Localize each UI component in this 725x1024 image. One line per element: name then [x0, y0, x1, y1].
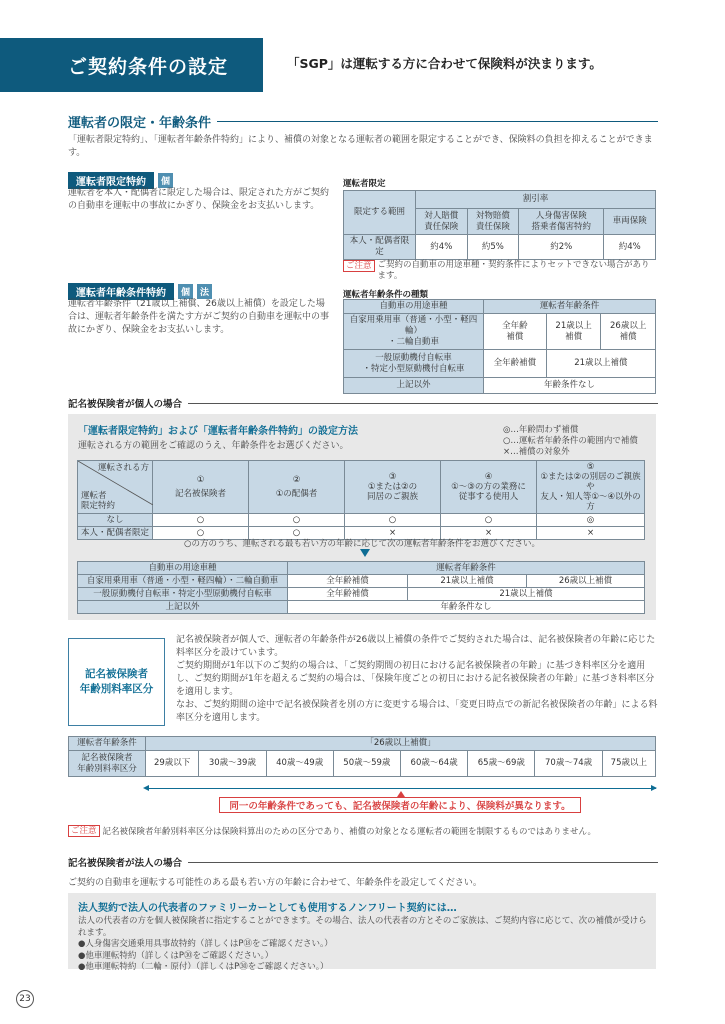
setting-method-title: 「運転者限定特約」および「運転者年齢条件特約」の設定方法: [78, 426, 358, 437]
table-cell: 21歳以上 補償: [546, 314, 601, 350]
row-label: 上記以外: [78, 601, 288, 614]
age-bracket-cell: 30歳～39歳: [199, 751, 266, 777]
table-cell: 21歳以上補償: [546, 350, 655, 378]
table-cell: ○: [249, 527, 345, 540]
row-label: 本人・配偶者限定: [78, 527, 153, 540]
limit-discount-table: [343, 190, 656, 260]
legend-item: ○…運転者年齢条件の範囲内で補償: [503, 436, 638, 446]
age-bracket-cell: 29歳以下: [146, 751, 199, 777]
table-row: [69, 751, 656, 777]
table-row: [78, 514, 645, 527]
age-bracket-cell: 40歳～49歳: [266, 751, 333, 777]
legend-item: ×…補償の対象外: [503, 447, 570, 457]
table-cell: 26歳以上補償: [527, 575, 645, 588]
table-cell: ○: [249, 514, 345, 527]
age-bracket-cell: 60歳～64歳: [400, 751, 467, 777]
table-cell: 全年齢補償: [484, 350, 547, 378]
column-label: ①～③の方の業務に 従事する使用人: [451, 482, 526, 502]
arrow-right-icon: [651, 785, 657, 791]
limit-range-header: 限定する範囲: [344, 191, 416, 235]
heading-rule: [188, 403, 658, 404]
row-label: 自家用乗用車（普通・小型・軽四輪）・二輪自動車: [78, 575, 288, 588]
table-cell: 21歳以上補償: [408, 575, 527, 588]
table-cell: 全年齢補償: [288, 588, 408, 601]
age-rate-label-box: 記名被保険者 年齢別料率区分: [68, 638, 165, 726]
column-header: 自動車の用途車種: [344, 300, 484, 314]
page-title: ご契約条件の設定: [0, 38, 263, 92]
age-bracket-cell: 50歳～59歳: [333, 751, 400, 777]
age-rate-description: [176, 634, 658, 725]
column-number: ①: [196, 475, 205, 485]
age-bracket-cell: 70歳～74歳: [535, 751, 602, 777]
age-rate-paragraph: ご契約期間が1年以下のご契約の場合は、「ご契約期間の初日における記名被保険者の年齢」に基づき料率区分を適用し、ご契約期間が1年を超えるご契約の場合は、「保険年度ごとの初日における記名被保険者の年齢」に基づき料率区分を適用します。: [176, 661, 655, 697]
premium-difference-callout: 同一の年齢条件であっても、記名被保険者の年齢により、保険料が異なります。: [219, 797, 581, 813]
driver-coverage-matrix: [77, 460, 645, 540]
nonfleet-paragraph: 法人の代表者の方を個人被保険者に指定することができます。その場合、法人の代表者の方とそのご家族は、ご契約内容に応じて、次の補償が受けられます。: [78, 916, 647, 938]
age-rate-paragraph: 記名被保険者が個人で、運転者の年齢条件が26歳以上補償の条件でご契約された場合は、記名被保険者の年齢に応じた料率区分を設けています。: [176, 635, 656, 658]
column-header: [441, 461, 537, 514]
setting-method-subtitle: 運転される方の範囲をご確認のうえ、年齢条件をお選びください。: [78, 441, 349, 451]
driver-limit-tag: 運転者限定特約: [68, 172, 154, 189]
caution-label: ご注意: [343, 260, 375, 272]
age-rate-paragraph: なお、ご契約期間の途中で記名被保険者を別の方に変更する場合は、「変更日時点での新記名被保険者の年齢」による料率区分を適用します。: [176, 700, 658, 723]
nonfleet-text: [78, 916, 653, 974]
caution-label: ご注意: [68, 825, 100, 837]
caution-text: 記名被保険者年齢別料率区分は保険料算出のための区分であり、補償の対象となる運転者の範囲を制限するものではありません。: [102, 827, 597, 837]
list-item: ●他車運転特約（二輪・原付）（詳しくはP㉚をご確認ください。）: [78, 962, 329, 972]
section-heading-text: 記名被保険者が法人の場合: [68, 858, 183, 869]
table-cell: ○: [153, 527, 249, 540]
section-heading-text: 記名被保険者が個人の場合: [68, 399, 183, 410]
age-rate-bracket-table: [68, 736, 656, 777]
column-header: [153, 461, 249, 514]
individual-badge: 個: [178, 284, 193, 299]
column-header: 対物賠償 責任保険: [467, 209, 519, 235]
range-arrow-line: [145, 788, 656, 789]
table-cell: 26歳以上 補償: [601, 314, 656, 350]
caution-note: [343, 260, 658, 282]
table-cell: 約4%: [604, 235, 656, 260]
table-cell: 年齢条件なし: [484, 378, 656, 394]
table-cell: ×: [345, 527, 441, 540]
down-triangle-icon: [360, 549, 370, 557]
corner-top-label: 運転される方: [97, 463, 149, 473]
table-cell: 全年齢 補償: [484, 314, 547, 350]
nonfleet-title: 法人契約で法人の代表者のファミリーカーとしても使用するノンフリート契約には…: [78, 903, 457, 914]
matrix-corner-cell: [78, 461, 153, 514]
column-header: 車両保険: [604, 209, 656, 235]
table-cell: 約2%: [519, 235, 604, 260]
age-condition-tag: 運転者年齢条件特約: [68, 283, 174, 300]
column-number: ⑤: [586, 462, 595, 472]
age-bracket-cell: 65歳～69歳: [468, 751, 535, 777]
table-cell: ○: [153, 514, 249, 527]
intro-text: 「運転者限定特約」、「運転者年齢条件特約」により、補償の対象となる運転者の範囲を限定することができ、保険料の負担を抑えることができます。: [68, 135, 653, 158]
age-condition-value: 「26歳以上補償」: [146, 737, 656, 751]
table-cell: 全年齢補償: [288, 575, 408, 588]
row-label: 本人・配偶者限定: [344, 235, 416, 260]
table-row: [78, 575, 645, 588]
column-header: [249, 461, 345, 514]
age-table-title: 運転者年齢条件の種類: [343, 290, 429, 300]
column-number: ④: [484, 472, 493, 482]
corporate-badge: 法: [197, 284, 212, 299]
age-condition-description: 運転者年齢条件（21歳以上補償、26歳以上補償）を設定した場合は、運転者年齢条件を満たす方がご契約の自動車を運転中の事故にかぎり、保険金をお支払いします。: [68, 299, 330, 335]
age-condition-table-individual: [77, 561, 645, 614]
row-label: なし: [78, 514, 153, 527]
row-label: 自家用乗用車（普通・小型・軽四輪） ・二輪自動車: [344, 314, 484, 350]
discount-rate-header: 割引率: [416, 191, 656, 209]
table-cell: 21歳以上補償: [408, 588, 645, 601]
row-label: 運転者年齢条件: [69, 737, 146, 751]
driver-limit-description: 運転者を本人・配偶者に限定した場合は、限定された方がご契約の自動車を運転中の事故にかぎり、保険金をお支払いします。: [68, 188, 330, 211]
column-header: 運転者年齢条件: [288, 562, 645, 575]
section-heading-text: 運転者の限定・年齢条件: [68, 116, 212, 131]
table-cell: 約4%: [416, 235, 468, 260]
row-label: 一般原動機付自転車・特定小型原動機付自転車: [78, 588, 288, 601]
caution-note: [68, 825, 658, 837]
section-heading-individual: [68, 396, 658, 410]
table-row: [344, 378, 656, 394]
row-label: 上記以外: [344, 378, 484, 394]
age-bracket-cell: 75歳以上: [602, 751, 655, 777]
limit-table-title: 運転者限定: [343, 179, 386, 189]
column-header: [345, 461, 441, 514]
column-label: ①または②の別居のご親族や 友人・知人等①～④以外の方: [540, 472, 641, 512]
page-number: 23: [16, 990, 34, 1008]
corner-bottom-label: 運転者 限定特約: [81, 491, 116, 511]
heading-rule: [217, 121, 658, 122]
table-row: [344, 314, 656, 350]
age-selection-note: ○の方のうち、運転される最も若い方の年齢に応じて次の運転者年齢条件をお選びください。: [184, 539, 540, 549]
table-cell: ○: [345, 514, 441, 527]
table-row: [78, 601, 645, 614]
table-cell: ×: [441, 527, 537, 540]
table-cell: ×: [537, 527, 645, 540]
column-header: 運転者年齢条件: [484, 300, 656, 314]
table-cell: ◎: [537, 514, 645, 527]
heading-rule: [188, 862, 658, 863]
age-condition-table: [343, 299, 656, 394]
individual-badge: 個: [158, 173, 173, 188]
column-header: 対人賠償 責任保険: [416, 209, 468, 235]
column-label: ①または②の 同居のご親族: [366, 482, 418, 502]
section-heading-corporate: [68, 855, 658, 869]
table-row: [78, 588, 645, 601]
column-label: 記名被保険者: [174, 489, 226, 499]
row-label: 記名被保険者 年齢別料率区分: [69, 751, 146, 777]
column-label: ①の配偶者: [275, 489, 318, 499]
list-item: ●人身傷害交通乗用具事故特約（詳しくはP⑱をご確認ください。）: [78, 939, 333, 949]
legend-item: ◎…年齢問わず補償: [503, 425, 579, 435]
column-header: 人身傷害保険 搭乗者傷害特約: [519, 209, 604, 235]
arrow-left-icon: [143, 785, 149, 791]
table-row: [344, 350, 656, 378]
corporate-description: ご契約の自動車を運転する可能性のある最も若い方の年齢に合わせて、年齢条件を設定してください。: [68, 878, 482, 888]
caution-text: ご契約の自動車の用途車種・契約条件によりセットできない場合があります。: [377, 260, 650, 281]
page-subtitle: 「SGP」は運転する方に合わせて保険料が決まります。: [287, 56, 602, 71]
column-number: ③: [388, 472, 397, 482]
column-number: ②: [292, 475, 301, 485]
table-cell: 約5%: [467, 235, 519, 260]
table-cell: ○: [441, 514, 537, 527]
row-label: 一般原動機付自転車 ・特定小型原動機付自転車: [344, 350, 484, 378]
list-item: ●他車運転特約（詳しくはP㉚をご確認ください。）: [78, 950, 274, 961]
column-header: [537, 461, 645, 514]
symbol-legend: [503, 425, 638, 458]
table-cell: 年齢条件なし: [288, 601, 645, 614]
table-row: [344, 235, 656, 260]
column-header: 自動車の用途車種: [78, 562, 288, 575]
section-heading-driver-limit: [68, 112, 658, 131]
